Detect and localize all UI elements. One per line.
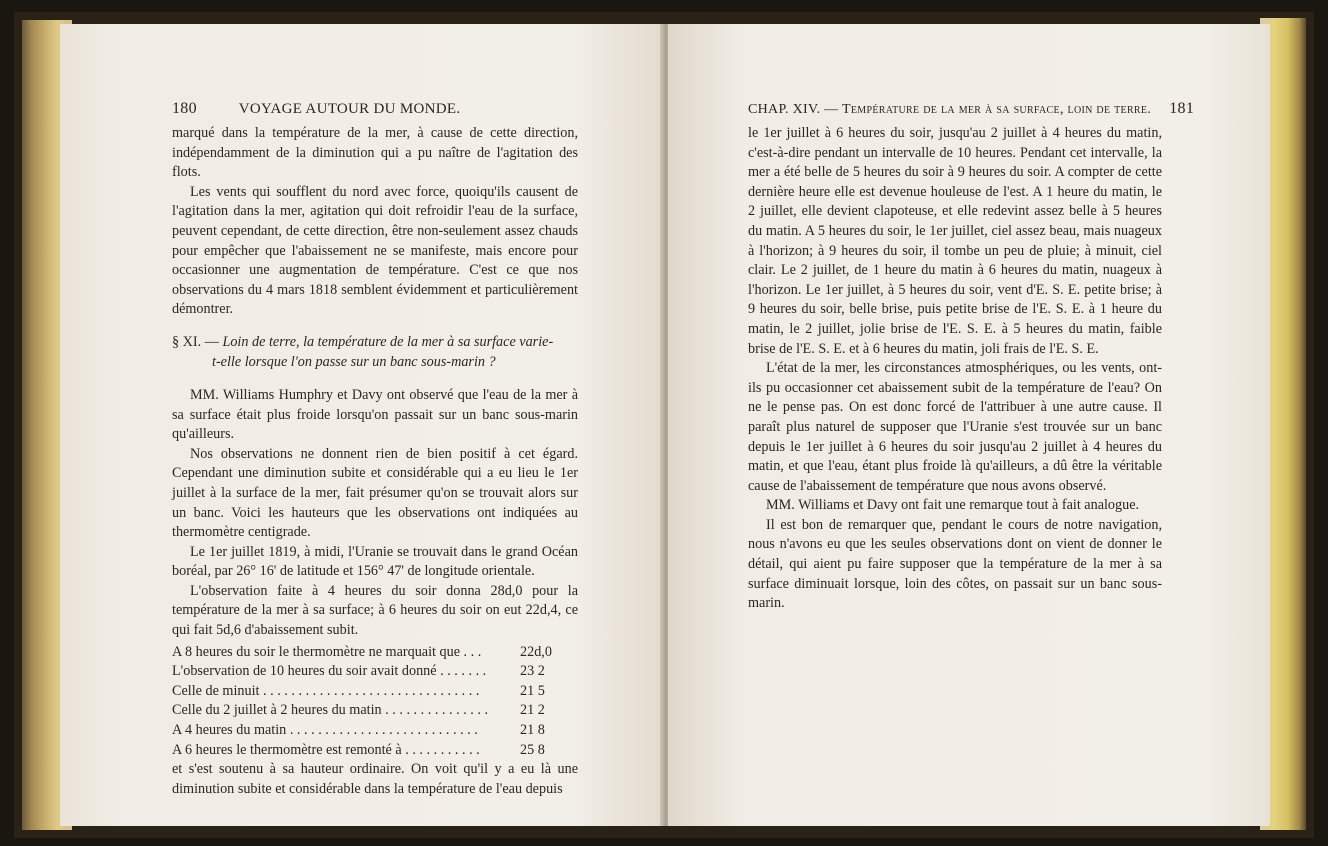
right-paragraph: Il est bon de remarquer que, pendant le cours de notre navigation, nous n'avons eu que les seules observations dont on vient de donner le détail, qui aient pu faire supposer que la température de la mer à sa surface diminuait lorsque, loin des côtes, on passait sur un banc sous-marin. [748,516,1162,612]
table-label: Celle de minuit . . . . . . . . . . . . . . . . . . . . . . . . . . . . . . . [172,682,480,699]
table-row [172,643,578,663]
left-paragraph-end: et s'est soutenu à sa hauteur ordinaire. On voit qu'il y a eu là une diminution subite et considérable dans la température de l'eau depuis [172,761,578,797]
left-running-head [172,100,460,118]
table-row [172,662,578,682]
left-head-title: VOYAGE AUTOUR DU MONDE. [238,101,461,117]
table-value: 23 2 [520,663,545,680]
table-value: 21 2 [520,702,545,719]
table-label: L'observation de 10 heures du soir avait donné . . . . . . . [172,663,487,680]
right-page [668,24,1270,826]
table-row [172,741,578,761]
left-paragraph: Le 1er juillet 1819, à midi, l'Uranie se trouvait dans le grand Océan boréal, par 26° 16' de latitude et 156° 47' de longitude orientale. [172,543,578,580]
section-title [172,332,578,372]
right-page-number: 181 [1169,100,1195,117]
left-body [172,124,578,799]
left-paragraph: MM. Williams Humphry et Davy ont observé que l'eau de la mer à sa surface était plus froide lorsqu'on passait sur un banc sous-marin qu'ailleurs. [172,386,578,443]
table-value: 21 8 [520,722,545,739]
left-page [60,24,664,826]
table-label: A 8 heures du soir le thermomètre ne marquait que . . . [172,643,482,660]
left-paragraph: Les vents qui soufflent du nord avec force, quoiqu'ils causent de l'agitation dans la mer, agitation qui doit refroidir l'eau de la surface, peuvent cependant, de cette direction, être non-seulement assez chauds pour empêcher que l'abaissement ne se manifeste, mais encore pour occasionner une augmentation de température. C'est ce que nos observations du 4 mars 1818 semblent évidemment et particulièrement démontrer. [172,183,578,318]
right-paragraph: L'état de la mer, les circonstances atmosphériques, ou les vents, ont-ils pu occasionner cet abaissement subit de la température de l'eau? On ne le pense pas. On est donc forcé de l'attribuer à une autre cause. Il paraît plus naturel de supposer que l'Uranie s'est trouvée sur un banc depuis le 1er juillet à 6 heures du soir jusqu'au 2 juillet à 4 heures du matin, et que l'eau, étant plus froide là qu'ailleurs, a dû être la véritable cause de l'abaissement de température que nous avons observé. [748,360,1162,494]
table-value: 21 5 [520,682,545,699]
left-paragraph: Nos observations ne donnent rien de bien positif à cet égard. Cependant une diminution subite et considérable qui a eu lieu le 1er juillet à la surface de la mer, fait présumer qu'on se trouvait alors sur un banc. Voici les hauteurs que les observations ont indiquées au thermomètre centigrade. [172,445,578,541]
section-number: § XI. — [172,333,219,350]
left-paragraph: L'observation faite à 4 heures du soir donna 28d,0 pour la température de la mer à sa surface; à 6 heures du soir on eut 22d,4, ce qui fait 5d,6 d'abaissement subit. [172,582,578,639]
temperature-table [172,643,578,761]
left-page-number: 180 [172,100,197,117]
table-label: A 6 heures le thermomètre est remonté à . . . . . . . . . . . [172,741,480,758]
right-paragraph: le 1er juillet à 6 heures du soir, jusqu'au 2 juillet à 4 heures du matin, c'est-à-dire pendant un intervalle de 10 heures. Pendant cet intervalle, la mer a été belle de 5 heures du soir à 9 heures du soir. A compter de cette dernière heure elle est devenue houleuse de l'est. A 1 heure du matin, le 2 juillet, elle devient clapoteuse, et elle redevint assez belle à 5 heures du matin. A 5 heures du soir, le 1er juillet, ciel assez beau, mais nuageux à l'horizon; à 9 heures du soir, il tombe un peu de pluie; à minuit, ciel clair. Le 2 juillet, de 1 heure du matin à 6 heures du matin, nuageux à l'horizon. Le 1er juillet, à 5 heures du soir, vent d'E. S. E. petite brise; à 9 heures du soir, belle brise, puis petite brise de l'E. S. E. à 1 heure du matin, le 2 juillet, jolie brise de l'E. S. E. à 5 heures du matin, faible brise de l'E. S. E. et à 6 heures du matin, joli frais de l'E. S. E. [748,125,1162,357]
table-value: 22d,0 [520,643,552,660]
section-title-line1: Loin de terre, la température de la mer à sa surface varie- [222,333,554,350]
section-title-line2: t-elle lorsque l'on passe sur un banc sous-marin ? [212,353,496,370]
right-paragraph: MM. Williams et Davy ont fait une remarque tout à fait analogue. [766,497,1140,514]
table-row [172,682,578,702]
table-row [172,701,578,721]
left-paragraph: marqué dans la température de la mer, à cause de cette direction, indépendamment de la diminution qui a pu naître de l'agitation des flots. [172,125,578,181]
right-running-head [748,100,1194,118]
table-label: A 4 heures du matin . . . . . . . . . . . . . . . . . . . . . . . . . . . [172,722,478,739]
right-head-title: CHAP. XIV. — Température de la mer à sa surface, loin de terre. [748,102,1152,117]
table-value: 25 8 [520,741,545,758]
table-row [172,721,578,741]
right-body [748,124,1162,614]
table-label: Celle du 2 juillet à 2 heures du matin . . . . . . . . . . . . . . . [172,702,489,719]
